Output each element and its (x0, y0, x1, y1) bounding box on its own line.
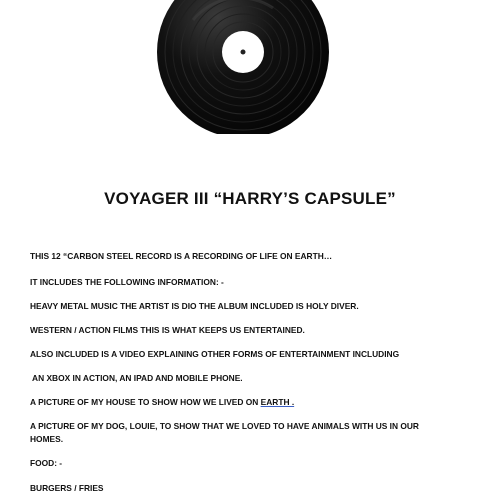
paragraph-food: FOOD: - (30, 458, 63, 468)
record-spindle-hole (241, 50, 246, 55)
paragraph-dog: A PICTURE OF MY DOG, LOUIE, TO SHOW THAT WE LOVED TO HAVE ANIMALS WITH US IN OUR (30, 421, 419, 431)
paragraph-house-text: A PICTURE OF MY HOUSE TO SHOW HOW WE LIVED ON (30, 397, 261, 407)
paragraph-burgers: BURGERS / FRIES (30, 483, 104, 493)
paragraph-record-intro: THIS 12 “CARBON STEEL RECORD IS A RECORDING OF LIFE ON EARTH… (30, 251, 333, 261)
paragraph-video: ALSO INCLUDED IS A VIDEO EXPLAINING OTHER FORMS OF ENTERTAINMENT INCLUDING (30, 349, 400, 359)
paragraph-house (30, 397, 294, 408)
paragraph-video-continued: AN XBOX IN ACTION, AN IPAD AND MOBILE PHONE. (30, 373, 243, 383)
vinyl-record-icon (153, 0, 333, 134)
paragraph-house-underlined: EARTH . (260, 397, 295, 407)
vinyl-record-graphic (153, 0, 333, 134)
paragraph-dog-continued: HOMES. (30, 434, 64, 444)
document-title: VOYAGER III “HARRY’S CAPSULE” (104, 189, 396, 208)
paragraph-includes: IT INCLUDES THE FOLLOWING INFORMATION: - (30, 277, 224, 287)
paragraph-music: HEAVY METAL MUSIC THE ARTIST IS DIO THE ALBUM INCLUDED IS HOLY DIVER. (30, 301, 359, 311)
paragraph-films: WESTERN / ACTION FILMS THIS IS WHAT KEEPS US ENTERTAINED. (30, 325, 305, 335)
